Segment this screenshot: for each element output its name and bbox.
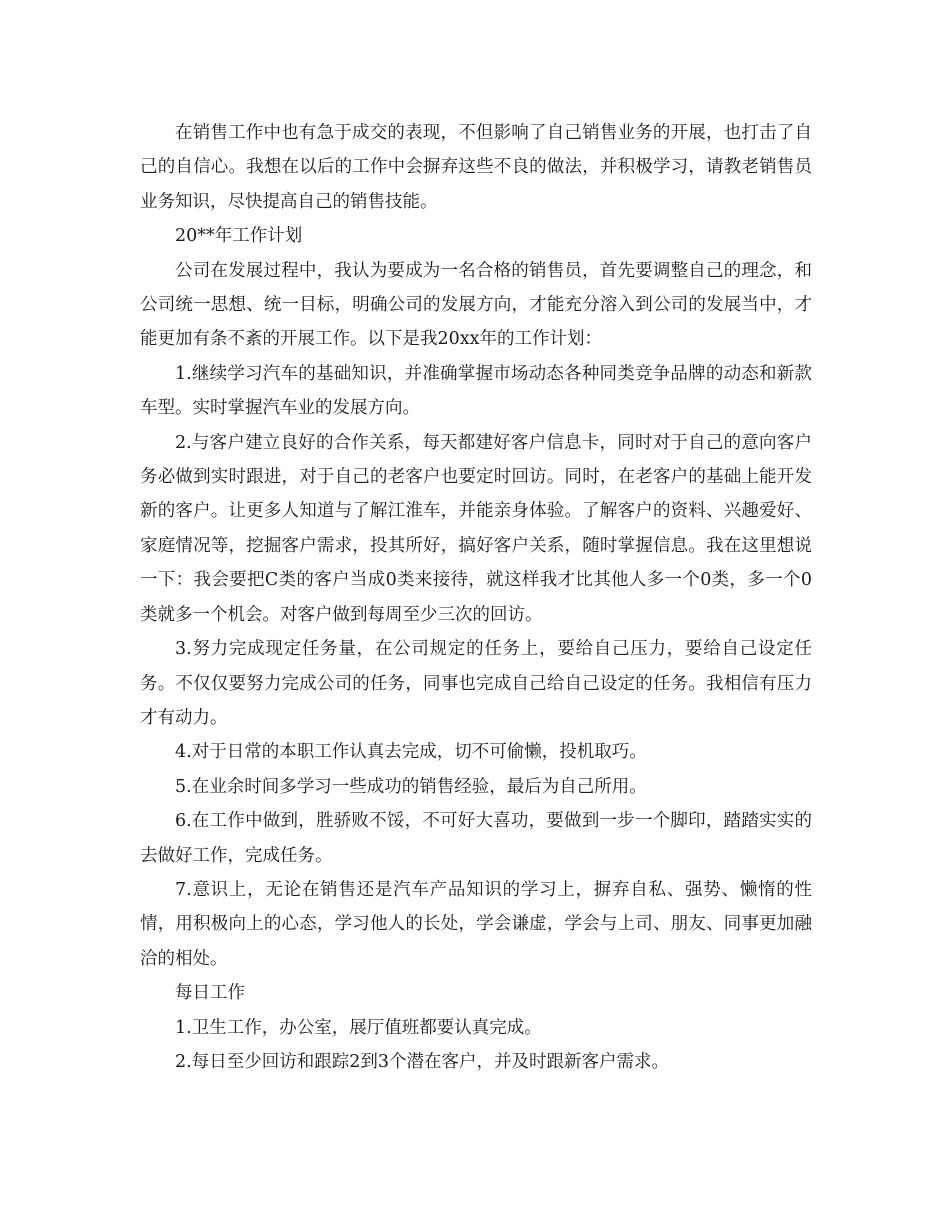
section-heading-daily-work: 每日工作 xyxy=(175,983,245,1004)
plan-item-4: 4.对于日常的本职工作认真去完成，切不可偷懒，投机取巧。 xyxy=(175,742,647,763)
daily-item-1: 1.卫生工作，办公室，展厅值班都要认真完成。 xyxy=(175,1017,542,1038)
document-body xyxy=(140,116,812,1079)
plan-item-6: 6.在工作中做到，胜骄败不馁，不可好大喜功，要做到一步一个脚印，踏踏实实的去做好工作，完成任务。 xyxy=(140,811,812,866)
plan-item-2: 2.与客户建立良好的合作关系，每天都建好客户信息卡，同时对于自己的意向客户务必做到实时跟进，对于自己的老客户也要定时回访。同时，在老客户的基础上能开发新的客户。让更多人知道与了解江淮车，并能亲身体验。了解客户的资料、兴趣爱好、家庭情况等，挖掘客户需求，投其所好，搞好客户关系，随时掌握信息。我在这里想说一下：我会要把C类的客户当成0类来接待，就这样我才比其他人多一个0类，多一个0类就多一个机会。对客户做到每周至少三次的回访。 xyxy=(140,432,812,625)
plan-item-5: 5.在业余时间多学习一些成功的销售经验，最后为自己所用。 xyxy=(175,776,647,797)
daily-item-2: 2.每日至少回访和跟踪2到3个潜在客户，并及时跟新客户需求。 xyxy=(175,1051,669,1072)
paragraph-plan-intro: 公司在发展过程中，我认为要成为一名合格的销售员，首先要调整自己的理念，和公司统一思想、统一目标，明确公司的发展方向，才能充分溶入到公司的发展当中，才能更加有条不紊的开展工作。以下是我20xx年的工作计划： xyxy=(140,260,812,350)
plan-item-3: 3.努力完成现定任务量，在公司规定的任务上，要给自己压力，要给自己设定任务。不仅仅要努力完成公司的任务，同事也完成自己给自己设定的任务。我相信有压力才有动力。 xyxy=(140,639,812,728)
plan-item-7: 7.意识上，无论在销售还是汽车产品知识的学习上，摒弃自私、强势、懒惰的性情，用积极向上的心态，学习他人的长处，学会谦虚，学会与上司、朋友、同事更加融洽的相处。 xyxy=(140,879,812,969)
plan-item-1: 1.继续学习汽车的基础知识，并准确掌握市场动态各种同类竞争品牌的动态和新款车型。实时掌握汽车业的发展方向。 xyxy=(140,363,812,419)
section-heading-work-plan: 20**年工作计划 xyxy=(175,226,303,247)
paragraph-self-reflection: 在销售工作中也有急于成交的表现，不但影响了自己销售业务的开展，也打击了自己的自信心。我想在以后的工作中会摒弃这些不良的做法，并积极学习，请教老销售员业务知识，尽快提高自己的销售技能。 xyxy=(140,123,812,212)
